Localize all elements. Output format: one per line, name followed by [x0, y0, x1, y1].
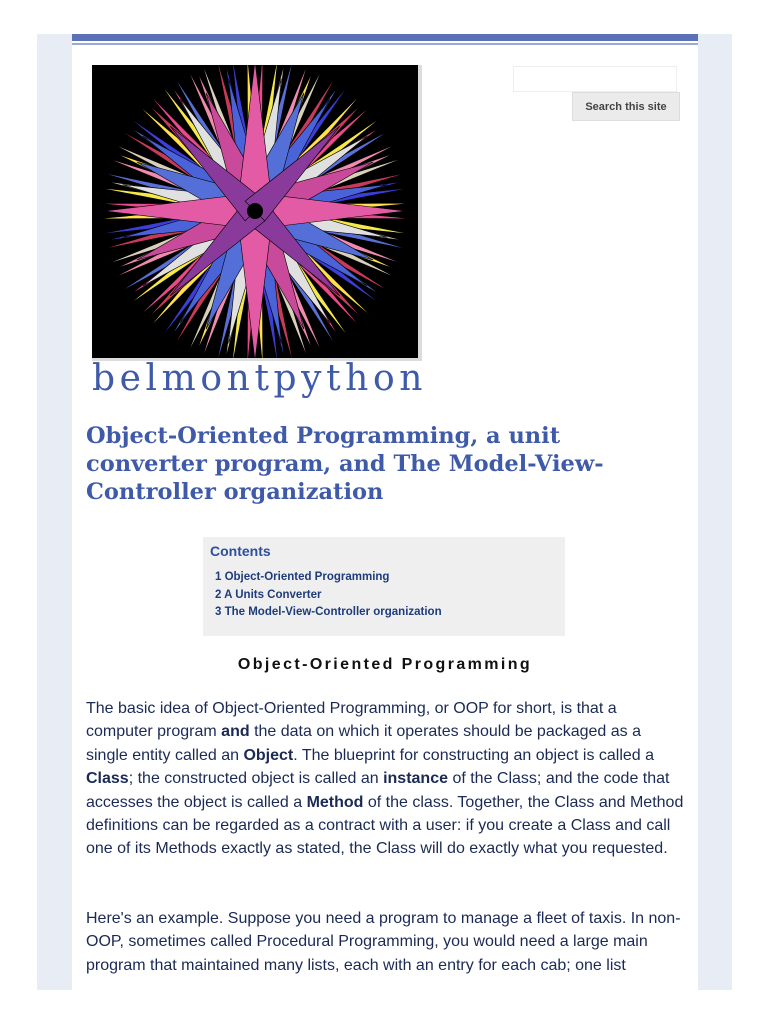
site-page	[72, 34, 698, 990]
starburst-logo-icon	[92, 65, 418, 358]
page-title: Object-Oriented Programming, a unit converter program, and The Model-View-Controller organization	[86, 423, 604, 505]
header-accent-line	[72, 43, 698, 45]
paragraph-text: the data on which it operates should be packaged as a single entity called an	[86, 723, 642, 764]
bold-term: and	[221, 723, 250, 741]
bold-term: instance	[383, 770, 448, 788]
header-accent-bar	[72, 34, 698, 41]
body-paragraph: Here's an example. Suppose you need a program to manage a fleet of taxis. In non-OOP, sometimes called Procedural Programming, you would need a large main program that maintained many lists, each with an entry for each cab; one list	[86, 910, 681, 974]
section-heading: Object-Oriented Programming	[237, 656, 533, 673]
toc-item-object-oriented-programming[interactable]: 1 Object-Oriented Programming	[215, 571, 390, 583]
site-logo[interactable]	[92, 65, 422, 361]
paragraph-text: The basic idea of Object-Oriented Programming, or OOP for short, is that a computer program	[86, 700, 617, 741]
toc-item-units-converter[interactable]: 2 A Units Converter	[215, 588, 322, 601]
toc-heading: Contents	[210, 543, 271, 559]
toc-item-model-view-controller[interactable]: 3 The Model-View-Controller organization	[215, 606, 442, 618]
site-name[interactable]: belmontpython	[92, 358, 428, 399]
search-input[interactable]	[513, 66, 677, 92]
paragraph-text: of the class. Together, the Class and Method definitions can be regarded as a contract with a user: if you create a Class and call one of its Methods exactly as stated, the Class will do exactly what you requested.	[86, 793, 684, 858]
bold-term: Class	[86, 770, 129, 788]
paragraph-text: of the Class; and the code that accesses the object is called a	[86, 770, 670, 811]
table-of-contents	[203, 537, 565, 636]
body-paragraph	[86, 697, 686, 861]
bold-term: Object	[243, 746, 294, 764]
paragraph-text: ; the constructed object is called an	[128, 770, 384, 788]
search-button[interactable]: Search this site	[572, 92, 680, 121]
paragraph-text: . The blueprint for constructing an object is called a	[293, 746, 655, 764]
bold-term: Method	[306, 793, 364, 811]
